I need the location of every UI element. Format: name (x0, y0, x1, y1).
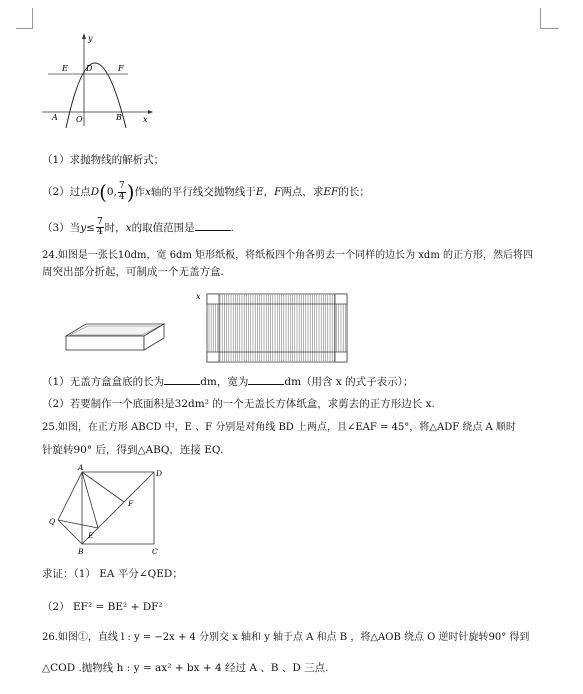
q23-var-x2: x (125, 221, 132, 234)
segment-QE (58, 520, 98, 528)
paren-left: ( (99, 180, 107, 204)
label-B: B (78, 547, 84, 556)
q25-stem-2: 针旋转90° 后，得到△ABQ，连接 EQ. (42, 444, 224, 456)
corner-cut-tl (207, 294, 219, 304)
q25-proof-1: 求证：（1） EA 平分∠QED； (42, 568, 183, 580)
segment-AQ (58, 472, 82, 520)
segment-AE (82, 472, 98, 528)
answer-blank-length[interactable] (164, 374, 200, 385)
fraction-den: 4 (96, 227, 103, 238)
q24-stem-1: 24.如图是一张长10dm，宽 6dm 矩形纸板，将纸板四个角各剪去一个同样的边长为 xdm 的正方形，然后将四 (42, 250, 533, 261)
q23-point-D: D (90, 186, 100, 198)
label-C: C (152, 547, 158, 556)
square-figure (44, 464, 174, 556)
q24-part1-text-c: dm（用含 x 的式子表示）； (284, 376, 414, 388)
q23-part2-text-c: 轴的平行线交抛物线于 (150, 186, 256, 198)
q23-part2 (42, 180, 370, 204)
segment-QB (58, 520, 82, 544)
q23-part2-text-f: 的长； (338, 186, 370, 198)
q23-part1-text: （1）求抛物线的解析式； (42, 154, 165, 166)
paren-right: ) (126, 180, 135, 204)
label-A: A (52, 113, 58, 122)
open-box-figure (60, 320, 170, 356)
label-E: E (88, 531, 94, 540)
fraction-num: 7 (118, 181, 125, 192)
q23-part2-text-e: 两点，求 (281, 186, 324, 198)
label-y: y (88, 34, 93, 43)
answer-blank-width[interactable] (248, 374, 284, 385)
crop-mark-top-left (16, 8, 33, 29)
q23-part2-text-d: ， (263, 186, 275, 198)
corner-cut-bl (207, 352, 219, 362)
q23-part1 (42, 154, 164, 167)
q23-var-x: x (145, 186, 151, 198)
corner-cut-tr (335, 294, 347, 304)
q23-point-E: E (255, 186, 264, 198)
x-axis-arrow (148, 110, 153, 114)
q25-stem-1: 25.如图，在正方形 ABCD 中，E 、F 分别是对角线 BD 上两点，且∠EAF = 45°，将△ADF 绕点 A 顺时 (42, 422, 516, 433)
answer-blank[interactable] (195, 220, 231, 231)
label-D: D (156, 469, 163, 478)
label-O: O (76, 115, 83, 124)
fraction-den: 4 (118, 191, 125, 202)
box-front (66, 336, 144, 350)
label-A: A (78, 464, 84, 472)
segment-AF (82, 472, 124, 502)
q23-var-y: y (80, 221, 87, 234)
label-F: F (128, 499, 134, 508)
label-Q: Q (49, 517, 56, 526)
cardboard-figure (195, 290, 355, 365)
parabola-figure (40, 30, 165, 130)
q24-part2: （2）若要制作一个底面积是32dm² 的一个无盖长方体纸盒，求剪去的正方形边长 x. (42, 398, 435, 410)
q23-point-F: F (274, 186, 282, 198)
y-axis-arrow (82, 33, 86, 39)
q26-stem-2: △COD .抛物线 h : y = ax² + bx + 4 经过 A 、B 、D 三点. (42, 662, 329, 674)
q23-part3: （3）当y≤ $\frac{7}{4}$ 时，x的取值范围是 . (42, 217, 234, 238)
label-B: B (116, 113, 122, 122)
cardboard-hatching (209, 295, 345, 361)
label-x-cut: x (196, 292, 201, 301)
q23-part2-text-a: （2）过点 (42, 186, 91, 198)
label-x: x (143, 115, 148, 124)
q26-stem-1: 26.如图①，直线 l : y = −2x + 4 分别交 x 轴和 y 轴于点 A 和点 B ，将△AOB 绕点 O 逆时针旋转90° 得到 (42, 632, 530, 643)
label-E: E (62, 64, 68, 73)
q24-part1-text-b: dm，宽为 (200, 376, 249, 388)
corner-cut-br (335, 352, 347, 362)
q24-part1-text-a: （1）无盖方盒盒底的长为 (42, 376, 165, 388)
q25-proof-2: （2） EF² = BE² + DF² (42, 601, 163, 613)
le-symbol: ≤ (86, 221, 95, 234)
q23-part3-text-b: 时， (104, 221, 126, 234)
q24-part1 (42, 374, 413, 389)
fraction-7-4-b (96, 218, 104, 238)
q23-D-x: 0, (106, 186, 117, 198)
q23-part2-text-b: 作 (134, 186, 145, 198)
q23-part3-text-a: （3）当 (42, 221, 81, 234)
q23-segment-EF: EF (323, 186, 339, 198)
q23-part3-text-c: 的取值范围是 (131, 221, 195, 234)
label-D: D (86, 64, 93, 73)
q24-stem-2: 周突出部分折起，可制成一个无盖方盒. (42, 266, 224, 278)
fraction-7-4 (118, 182, 126, 202)
label-F: F (118, 64, 124, 73)
fraction-num: 7 (96, 217, 103, 227)
crop-mark-top-right (540, 8, 559, 29)
